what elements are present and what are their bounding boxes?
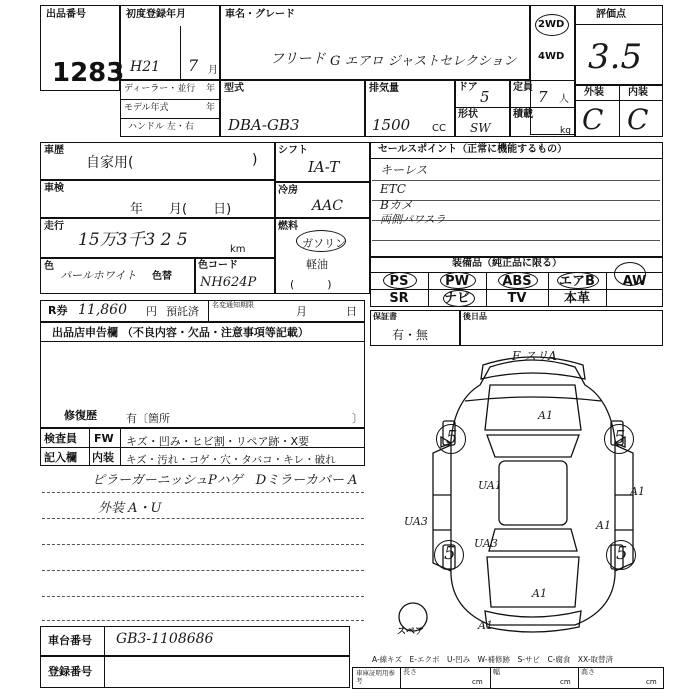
height-cm: cm <box>646 678 657 686</box>
model-year-label: モデル年式 <box>124 103 169 113</box>
model-year-unit: 年 <box>206 103 216 113</box>
interior-grade: C <box>627 103 649 136</box>
repair-value: 有〔箇所 <box>126 412 170 425</box>
kg-unit: kg <box>560 126 571 136</box>
tire-fr: 5 <box>614 427 626 448</box>
dealer-year: 年 <box>206 84 216 94</box>
repair-close: 〕 <box>352 412 363 425</box>
note-line <box>42 596 364 597</box>
registration-label: 登録番号 <box>48 665 92 678</box>
doors-label: ドア <box>458 82 478 93</box>
fuel-label: 燃料 <box>278 221 298 232</box>
chassis-label: 車台番号 <box>48 634 92 647</box>
exterior-grade: C <box>582 103 604 136</box>
entry-label: 記入欄 <box>44 451 77 464</box>
fw-items: キズ・凹み・ヒビ割・リペア跡・X要 <box>126 435 310 448</box>
backorder-label: 後日品 <box>463 312 487 321</box>
sales-points-label: セールスポイント（正常に機能するもの） <box>378 144 568 155</box>
inspector-label: 検査員 <box>44 432 77 445</box>
ac-label: 冷房 <box>278 185 298 196</box>
history-box <box>40 142 275 180</box>
inspector-interior-label: 内装 <box>92 451 114 464</box>
equipment-pw-circle <box>440 272 476 289</box>
rating-label: 評価点 <box>596 9 626 20</box>
fuel-diesel: 軽油 <box>306 258 328 271</box>
recycle-unit: 円 <box>146 305 157 318</box>
equipment-abs-circle <box>498 272 538 289</box>
capacity-unit: 人 <box>559 94 569 105</box>
tire-rl: 5 <box>444 543 456 564</box>
history-close: ) <box>252 152 258 168</box>
equipment-airbag: エアB <box>559 274 595 289</box>
spare-label: スペア <box>397 627 425 637</box>
note-line <box>42 518 364 519</box>
remarks-label: 出品店申告欄 （不良内容・欠品・注意事項等記載） <box>52 326 309 339</box>
dealer-label: ディーラー・並行 <box>124 84 196 94</box>
repair-label: 修復歴 <box>64 409 97 422</box>
first-registration-label: 初度登録年月 <box>126 9 186 20</box>
interior-items: キズ・汚れ・コゲ・穴・タバコ・キレ・破れ <box>126 454 336 466</box>
exterior-label: 外装 <box>584 87 604 98</box>
sales-point-item: 両側パワスラ <box>380 213 446 226</box>
cc-unit: CC <box>432 123 446 134</box>
car-name: フリード <box>270 51 326 67</box>
lot-number: 1283 <box>52 58 125 88</box>
fw-label: FW <box>94 432 114 445</box>
note-line <box>42 544 364 545</box>
equipment-leather: 本革 <box>563 291 590 306</box>
shape-label: 形状 <box>458 109 478 120</box>
tire-rr: 5 <box>616 543 628 564</box>
width-label: 幅 <box>493 668 500 676</box>
tire-fl: 5 <box>446 427 458 448</box>
displacement-label: 排気量 <box>369 83 399 94</box>
notice-label: 名変通知期限 <box>212 301 254 309</box>
note-line-2: 外装 A・U <box>98 501 162 516</box>
note-line <box>42 570 364 571</box>
equipment-aw: AW <box>622 274 647 289</box>
mileage-value: 15万3千3 2 5 <box>78 230 188 250</box>
mark-right-rear: A1 <box>596 519 611 532</box>
recycle-label: R券 <box>48 304 68 317</box>
color-value: パールホワイト <box>60 269 137 282</box>
car-diagram <box>395 345 670 650</box>
fuel-gasoline: ガソリン <box>302 237 346 250</box>
type-label: 型式 <box>224 83 244 94</box>
equipment-tv: TV <box>507 291 527 306</box>
equipment-abs: ABS <box>502 274 532 289</box>
warranty-value: 有・無 <box>392 328 429 342</box>
sales-point-item: キーレス <box>380 163 428 177</box>
equipment-ps: PS <box>389 274 409 289</box>
shift-label: シフト <box>278 145 308 156</box>
sales-point-item: Bカメ <box>380 198 413 212</box>
recycle-value: 11,860 <box>78 302 127 318</box>
mark-hood: A1 <box>538 409 553 422</box>
equipment-navi-circle <box>443 290 475 307</box>
equipment-airbag-circle <box>557 272 599 289</box>
damage-legend: A-線キズ E-エクボ U-凹み W-補修跡 S-サビ C-腐食 XX-取替済 <box>372 655 613 664</box>
fuel-paren: ( ) <box>290 278 332 291</box>
shift-value: IA-T <box>308 158 340 176</box>
car-name-label: 車名・グレード <box>225 9 295 20</box>
first-registration-month: 7 <box>188 56 199 75</box>
ac-value: AAC <box>312 198 343 214</box>
equipment-sr: SR <box>389 291 409 306</box>
mark-center-rear: UA3 <box>474 537 498 550</box>
shape-value: SW <box>470 121 491 135</box>
deposit-label: 預託済 <box>166 305 199 318</box>
height-label: 高さ <box>581 668 595 676</box>
handle-label: ハンドル 左・右 <box>128 122 194 132</box>
inspection-label: 車検 <box>44 183 64 194</box>
mark-left-rear: UA3 <box>404 515 428 528</box>
displacement-value: 1500 <box>372 116 411 134</box>
mileage-unit: km <box>230 244 246 255</box>
equipment-aw-circle <box>614 262 646 286</box>
equipment-ps-circle <box>383 272 417 289</box>
warranty-label: 保証書 <box>373 312 397 321</box>
note-line-1: ピラーガーニッシュPハゲ Dミラーカバー A <box>92 473 358 488</box>
garage-size-label: 車庫証明用参考 <box>356 669 395 685</box>
notice-month: 月 <box>296 305 307 318</box>
color-change-label: 色替 <box>152 271 172 282</box>
month-unit: 月 <box>208 65 218 76</box>
lot-label: 出品番号 <box>46 9 86 20</box>
interior-label: 内装 <box>628 87 648 98</box>
chassis-value: GB3-1108686 <box>116 631 214 647</box>
notice-day: 日 <box>346 305 357 318</box>
color-code-label: 色コード <box>198 260 238 271</box>
length-label: 長さ <box>403 668 417 676</box>
drive-4wd: 4WD <box>538 51 565 62</box>
type-value: DBA-GB3 <box>228 116 300 134</box>
equipment-label: 装備品（純正品に限る） <box>452 258 562 269</box>
mark-rear-bumper: A1 <box>478 619 493 632</box>
color-code-value: NH624P <box>200 275 257 290</box>
history-label: 車歴 <box>44 145 64 156</box>
drive-2wd: 2WD <box>538 19 565 30</box>
capacity-value: 7 <box>538 88 548 106</box>
note-line <box>42 620 364 621</box>
equipment-pw: PW <box>445 274 469 289</box>
diagram-top-note: F スリA <box>512 349 557 363</box>
load-label: 積載 <box>513 109 533 120</box>
car-grade: G エアロ ジャストセレクション <box>330 54 517 69</box>
doors-value: 5 <box>480 88 490 106</box>
inspection-value: 年 月( 日) <box>130 202 232 217</box>
rating-value: 3.5 <box>588 37 643 77</box>
backorder-box <box>460 310 663 346</box>
note-line <box>42 492 364 493</box>
width-cm: cm <box>560 678 571 686</box>
equipment-navi: ナビ <box>443 291 470 306</box>
first-registration-era: H21 <box>130 59 161 75</box>
capacity-label: 定員 <box>513 82 533 93</box>
mark-right-side: A1 <box>630 485 645 498</box>
garage-size-box <box>352 667 664 689</box>
length-cm: cm <box>472 678 483 686</box>
mileage-label: 走行 <box>44 221 64 232</box>
mark-left-side: UA1 <box>478 479 502 492</box>
sales-point-item: ETC <box>380 182 406 196</box>
color-label: 色 <box>44 261 54 272</box>
mark-roof: A1 <box>532 587 547 600</box>
history-value: 自家用( <box>86 155 134 171</box>
